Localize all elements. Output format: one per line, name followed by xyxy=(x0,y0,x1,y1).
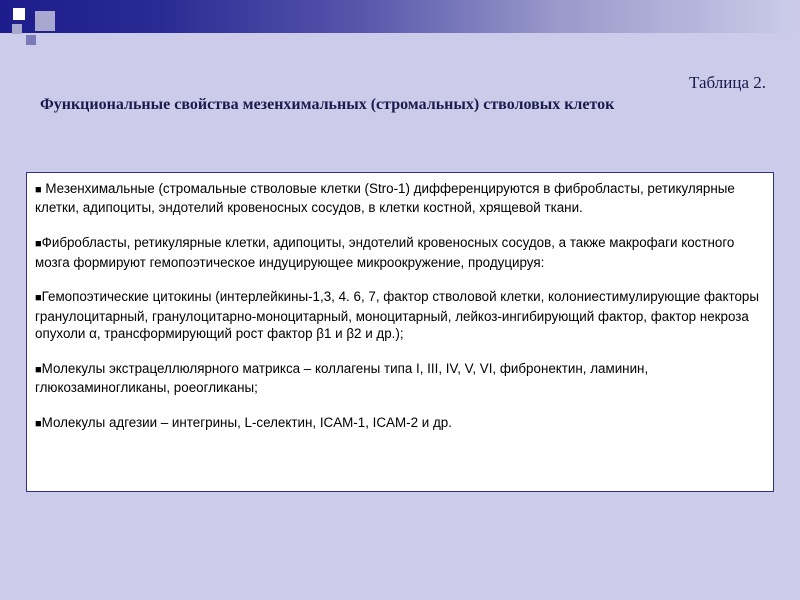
paragraph-text: Гемопоэтические цитокины (интерлейкины-1,3, 4. 6, 7, фактор стволовой клетки, колониестимулирующие факторы гранулоцитарный, гранулоцитарно-моноцитарный, моноцитарный, лейкоз-ингибирующий фактор, фактор некроза опухоли α, трансформирующий рост фактор β1 и β2 и др.); xyxy=(35,289,759,342)
content-box xyxy=(26,172,774,492)
paragraph-text: Фибробласты, ретикулярные клетки, адипоциты, эндотелий кровеносных сосудов, а также макрофаги костного мозга формируют гемопоэтическое индуцирующее микроокружение, продуцируя: xyxy=(35,235,735,270)
paragraph-adhesion xyxy=(35,414,765,433)
decor-square xyxy=(26,35,36,45)
bullet-icon: ■ xyxy=(35,184,42,196)
top-banner xyxy=(0,0,800,33)
paragraph-text: Молекулы адгезии – интегрины, L-селектин, ICAM-1, ICAM-2 и др. xyxy=(41,415,452,431)
slide-title: Функциональные свойства мезенхимальных (стромальных) стволовых клеток xyxy=(40,96,615,113)
bullet-icon: ■ xyxy=(35,418,42,431)
paragraph-microenvironment xyxy=(35,234,765,271)
bullet-icon: ■ xyxy=(35,364,42,377)
paragraph-matrix xyxy=(35,360,765,397)
bullet-icon: ■ xyxy=(35,292,42,305)
decor-square xyxy=(35,11,55,31)
paragraph-text: Мезенхимальные (стромальные стволовые клетки (Stro-1) дифференцируются в фибробласты, ретикулярные клетки, адипоциты, эндотелий кровеносных сосудов, в клетки костной, хрящевой ткани. xyxy=(35,181,735,216)
table-number: Таблица 2. xyxy=(689,73,766,92)
decor-square xyxy=(12,24,22,34)
bullet-icon: ■ xyxy=(35,238,42,251)
paragraph-cytokines xyxy=(35,288,765,342)
paragraph-msc-differentiation xyxy=(35,180,765,217)
decor-square xyxy=(13,8,25,20)
paragraph-text: Молекулы экстрацеллюлярного матрикса – коллагены типа I, III, IV, V, VI, фибронектин, ламинин, глюкозаминогликаны, роеогликаны; xyxy=(35,361,649,396)
